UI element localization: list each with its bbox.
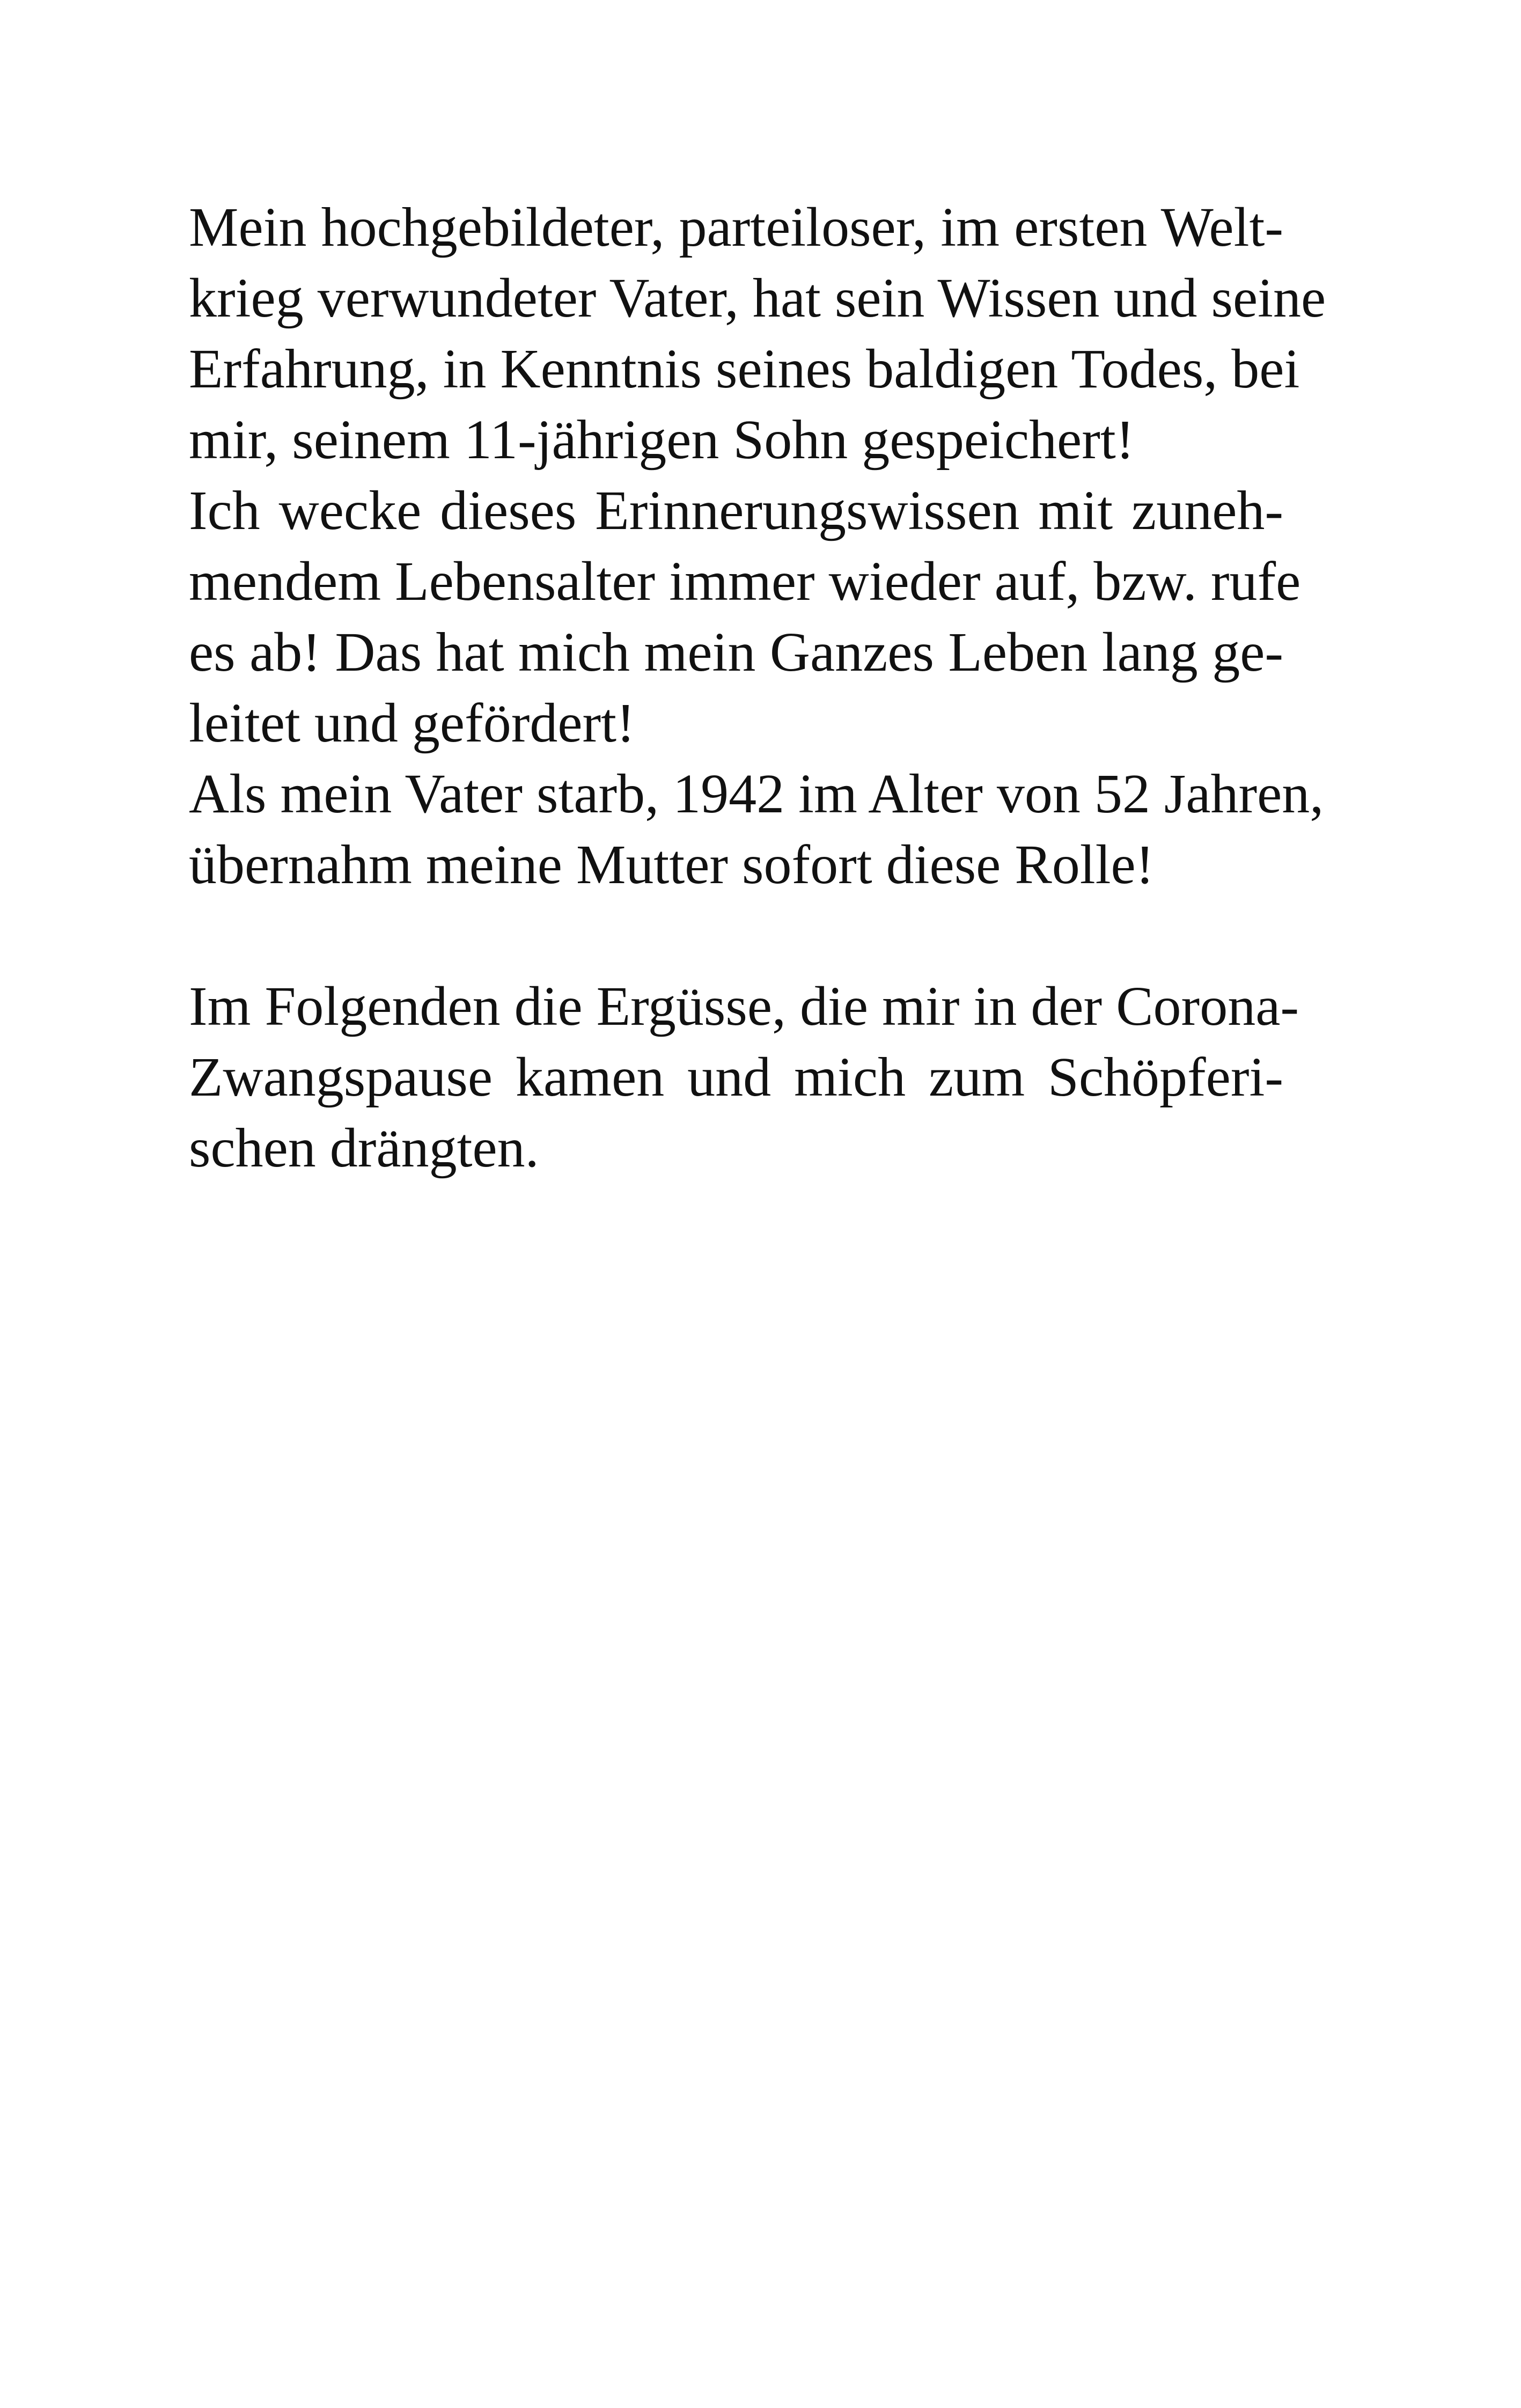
- text-line: krieg verwundeter Vater, hat sein Wissen und seine: [189, 267, 1326, 329]
- body-text: [189, 192, 1326, 1184]
- text-line: Als mein Vater starb, 1942 im Alter von 52 Jahren,: [189, 763, 1324, 825]
- paragraph-memory: [189, 475, 1301, 759]
- text-line: übernahm meine Mutter sofort diese Rolle!: [189, 834, 1155, 895]
- text-line: mendem Lebensalter immer wieder auf, bzw. rufe: [189, 550, 1301, 612]
- paragraph-father: [189, 192, 1326, 475]
- text-line: Erfahrung, in Kenntnis seines baldigen Todes, bei: [189, 338, 1300, 400]
- text-line: Zwangspause kamen und mich zum Schöpferi-: [189, 1046, 1283, 1108]
- text-line: es ab! Das hat mich mein Ganzes Leben lang ge-: [189, 621, 1283, 683]
- text-line: Mein hochgebildeter, parteiloser, im ersten Welt-: [189, 196, 1283, 258]
- text-line: schen drängten.: [189, 1117, 539, 1179]
- text-line: Ich wecke dieses Erinnerungswissen mit zuneh-: [189, 480, 1283, 541]
- paragraph-mother: [189, 759, 1324, 900]
- text-line: leitet und gefördert!: [189, 692, 635, 754]
- paragraph-spacer: [189, 900, 1283, 971]
- text-line: Im Folgenden die Ergüsse, die mir in der Corona-: [189, 975, 1299, 1037]
- paragraph-corona: [189, 971, 1299, 1184]
- text-line: mir, seinem 11-jährigen Sohn gespeichert!: [189, 409, 1135, 471]
